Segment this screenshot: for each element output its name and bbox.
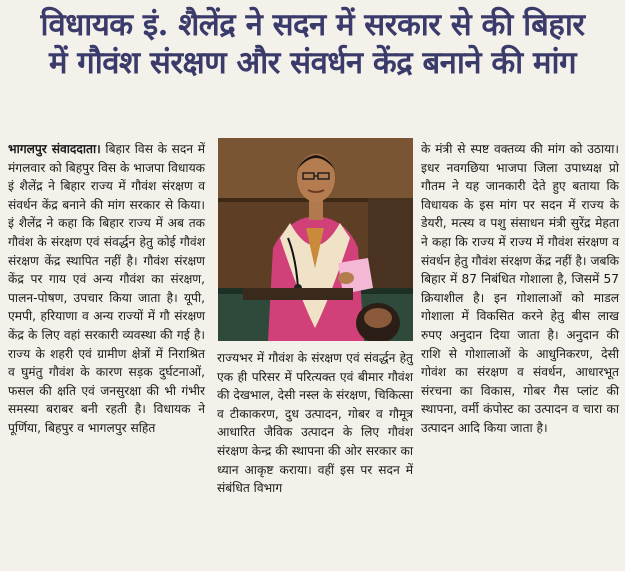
column-1-text: बिहार विस के सदन में मंगलवार को बिहपुर विस के भाजपा विधायक इं शैलेंद्र ने बिहार राज्य में गौवंश संरक्षण व संवर्धन केंद्र बनाने की मांग सरकार से किया। इं शैलेंद्र ने कहा कि बिहार राज्य में अब तक गौवंश के संरक्षण एवं संवर्द्धन हेतु कोई गौवंश संरक्षण केंद्र स्थापित नहीं है। गौवंश संरक्षण केंद्र पर गाय एवं अन्य गौवंश का संरक्षण, पालन-पोषण, उपचार किया जाता है। यूपी, एमपी, हरियाणा व अन्य राज्यों में गौ संरक्षण केंद्र के लिए वहां सरकारी व्यवस्था की गई है। राज्य के शहरी एवं ग्रामीण क्षेत्रों में निराश्रित व घुमंतु गौवंश के कारण सड़क दुर्घटनाओं, फसल की क्षति एवं जनसुरक्षा की भी गंभीर समस्या बराबर बनी रहती है। विधायक ने पूर्णिया, बिहपुर व भागलपुर सहित: [8, 142, 205, 435]
photo-illustration: [218, 138, 413, 341]
column-3-text: के मंत्री से स्पष्ट वक्तव्य की मांग को उठाया।इधर नवगछिया भाजपा जिला उपाध्यक्ष प्रो गौतम ने यह जानकारी देते हुए बताया कि विधायक के इस मांग पर सदन में राज्य के डेयरी, मत्स्य व पशु संसाधन मंत्री सुरेंद्र मेहता ने कहा कि राज्य में राज्य में गौवंश संरक्षण व संवर्धन हेतु गौवंश संरक्षण केंद्र नहीं है। जबकि बिहार में 87 निबंधित गोशाला है, जिसमें 57 क्रियाशील है। इन गोशालाओं को माडल गोशाला में विकसित करने हेतु बीस लाख रुपए अनुदान दिया जाता है। अनुदान की राशि से गोशालाओं के आधुनिकरण, देसी गोवंश का संरक्षण व संवर्धन, आधारभूत संरचना का विकास, गोबर गैस प्लांट की स्थापना, वर्मी कंपोस्ट का उत्पादन व चारा का उत्पादन आदि किया जाता है।: [421, 142, 619, 435]
article-column-3: [421, 140, 619, 438]
column-2-text: राज्यभर में गौवंश के संरक्षण एवं संवर्द्धन हेतु एक ही परिसर में परित्यक्त एवं बीमार गौवंश की देखभाल, देसी नस्ल के संरक्षण, चिकित्सा व टीकाकरण, दुध उत्पादन, गोबर व गौमूत्र आधारित जैविक उत्पादन के लिए गौवंश संरक्षण केन्द्र की स्थापना की ओर सरकार का ध्यान आकृष्ट कराया। वहीं इस पर सदन में संबंधित विभाग: [217, 351, 413, 496]
headline-line-2: में गौवंश संरक्षण और संवर्धन केंद्र बनाने की मांग: [48, 45, 577, 81]
article-column-2: [217, 349, 413, 498]
dateline: भागलपुर संवाददाता।: [8, 142, 101, 156]
headline: [10, 6, 615, 82]
article-column-1: [8, 140, 205, 438]
headline-line-1: विधायक इं. शैलेंद्र ने सदन में सरकार से की बिहार: [40, 7, 585, 43]
legislator-speaking-photo: [218, 138, 413, 341]
